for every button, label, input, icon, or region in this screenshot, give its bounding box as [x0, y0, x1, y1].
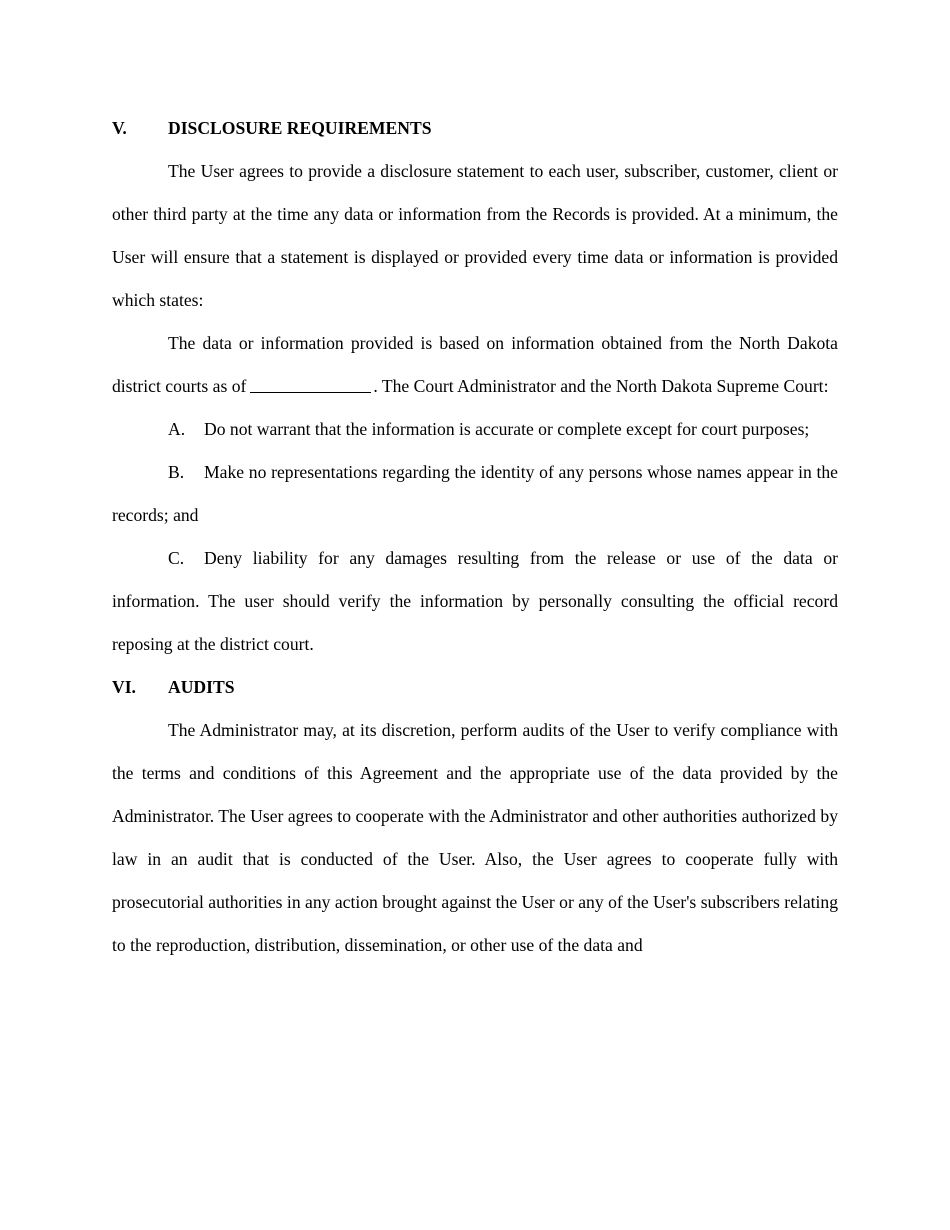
disclosure-item-c — [112, 537, 838, 666]
disclosure-statement-start: The data or information provided is based on information obtained from the North Dakota district courts as of — [112, 333, 838, 396]
section-vi-title: AUDITS — [168, 677, 235, 697]
item-letter: A. — [168, 419, 186, 439]
item-text: Do not warrant that the information is accurate or complete except for court purposes; — [204, 419, 810, 439]
date-blank-line — [250, 377, 371, 393]
disclosure-statement-end: . The Court Administrator and the North Dakota Supreme Court: — [373, 376, 829, 396]
section-v-paragraph-1: The User agrees to provide a disclosure statement to each user, subscriber, customer, client or other third party at the time any data or information from the Records is provided. At a minimum, the User will ensure that a statement is displayed or provided every time data or information is provided which states: — [112, 161, 838, 310]
section-v-title: DISCLOSURE REQUIREMENTS — [168, 118, 432, 138]
section-vi-heading — [112, 666, 838, 709]
section-vi-paragraph-1: The Administrator may, at its discretion, perform audits of the User to verify compliance with the terms and conditions of this Agreement and the appropriate use of the data provided by the Administrator. The User agrees to cooperate with the Administrator and other authorities authorized by law in an audit that is conducted of the User. Also, the User agrees to cooperate fully with prosecutorial authorities in any action brought against the User or any of the User's subscribers relating to the reproduction, distribution, dissemination, or other use of the data and — [112, 720, 838, 955]
item-text: Deny liability for any damages resulting from the release or use of the data or information. The user should verify the information by personally consulting the official record reposing at the district court. — [112, 548, 838, 654]
section-v-heading — [112, 107, 838, 150]
disclosure-item-b — [112, 451, 838, 537]
section-vi-number: VI. — [112, 677, 136, 697]
section-v-number: V. — [112, 118, 127, 138]
document-page — [112, 107, 838, 967]
disclosure-item-a — [112, 408, 838, 451]
item-letter: C. — [168, 548, 185, 568]
section-v-paragraph-2 — [112, 322, 838, 408]
item-text: Make no representations regarding the identity of any persons whose names appear in the records; and — [112, 462, 838, 525]
item-letter: B. — [168, 462, 185, 482]
